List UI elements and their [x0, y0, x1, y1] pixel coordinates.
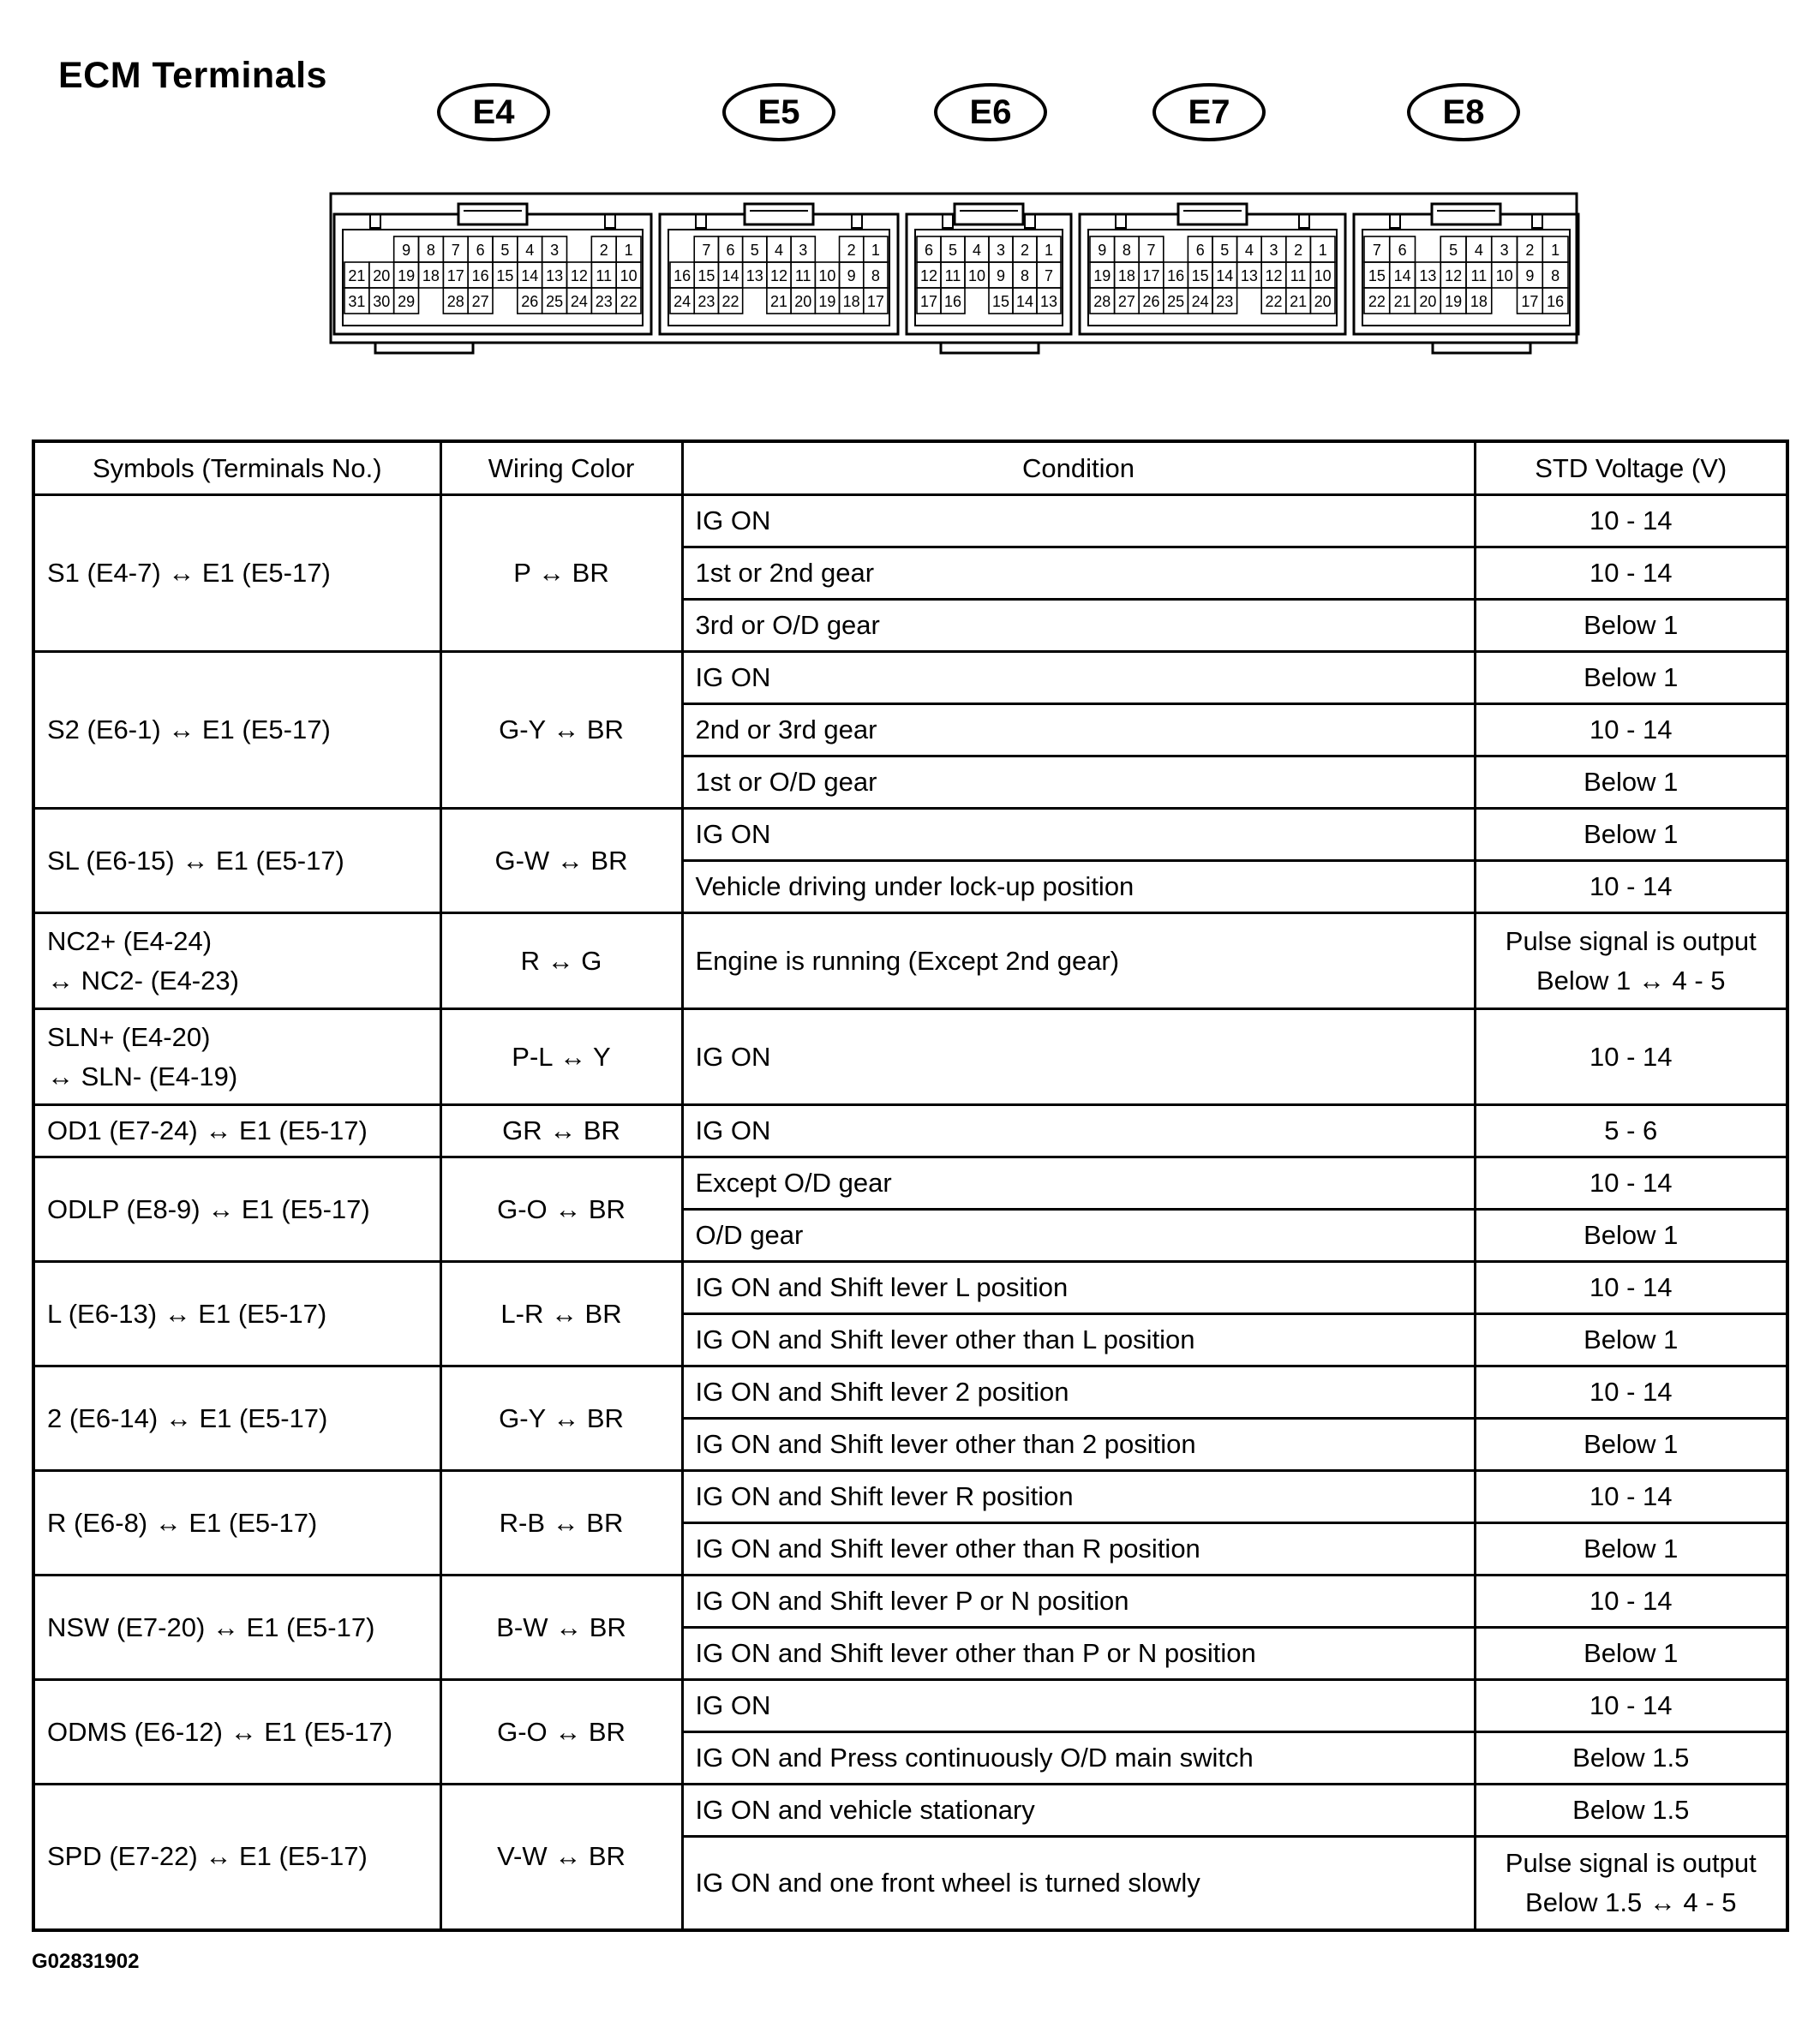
- condition-cell: IG ON and vehicle stationary: [682, 1785, 1475, 1837]
- pin-number: 30: [373, 293, 391, 310]
- pin-number: 17: [446, 267, 464, 284]
- pin-number: 23: [1216, 293, 1234, 310]
- pin-number: 15: [991, 293, 1010, 310]
- std-voltage-cell: [1475, 652, 1787, 704]
- symbol-text: ODLP (E8-9) ↔ E1 (E5-17): [47, 1193, 370, 1224]
- pin-number: 27: [471, 293, 489, 310]
- pin-number: 12: [570, 267, 588, 284]
- pin-number: 20: [1419, 293, 1437, 310]
- connector-label-e7: E7: [1152, 83, 1266, 141]
- std-voltage-cell: [1475, 495, 1787, 547]
- pin-number: 8: [1020, 267, 1030, 284]
- voltage-text: 5 - 6: [1604, 1115, 1658, 1145]
- pin-number: 4: [774, 242, 784, 259]
- pin-number: 8: [871, 267, 880, 284]
- connector-label-e8: E8: [1407, 83, 1520, 141]
- wiring-color-cell: V-W ↔ BR: [440, 1785, 682, 1930]
- symbol-cell: [33, 809, 440, 913]
- symbol-cell: [33, 1105, 440, 1157]
- voltage-text: 10 - 14: [1589, 558, 1673, 588]
- table-header-row: [33, 441, 1787, 495]
- pin-number: 21: [348, 267, 366, 284]
- symbol-cell: [33, 495, 440, 652]
- pin-number: 12: [1445, 267, 1463, 284]
- pin-number: 17: [866, 293, 884, 310]
- pin-number: 24: [1191, 293, 1209, 310]
- std-voltage-cell: [1475, 861, 1787, 913]
- pin-number: 11: [1470, 267, 1488, 284]
- pin-number: 16: [1547, 293, 1565, 310]
- pin-number: 8: [1122, 242, 1131, 259]
- std-voltage-cell: [1475, 1732, 1787, 1785]
- pin-number: 28: [446, 293, 464, 310]
- pin-number: 17: [919, 293, 938, 310]
- pin-number: 7: [1146, 242, 1156, 259]
- wiring-color-cell: G-O ↔ BR: [440, 1157, 682, 1262]
- voltage-text: Below 1: [1584, 1638, 1679, 1668]
- wiring-color-cell: L-R ↔ BR: [440, 1262, 682, 1366]
- pin-number: 16: [674, 267, 691, 284]
- voltage-text: 10 - 14: [1589, 871, 1673, 901]
- wiring-color-cell: G-Y ↔ BR: [440, 1366, 682, 1471]
- pin-number: 5: [1449, 242, 1458, 259]
- pin-number: 9: [1525, 267, 1535, 284]
- pin-number: 26: [1142, 293, 1160, 310]
- table-row: [33, 652, 1787, 704]
- pin-number: 4: [525, 242, 535, 259]
- std-voltage-cell: [1475, 1419, 1787, 1471]
- pin-number: 13: [745, 267, 763, 284]
- figure-code: G02831902: [32, 1950, 140, 1973]
- pin-number: 1: [871, 242, 880, 259]
- condition-cell: 3rd or O/D gear: [682, 600, 1475, 652]
- voltage-text: 10 - 14: [1589, 1377, 1673, 1407]
- condition-cell: IG ON and Shift lever 2 position: [682, 1366, 1475, 1419]
- pin-number: 3: [799, 242, 808, 259]
- pin-number: 15: [1368, 267, 1386, 284]
- table-row: [33, 1366, 1787, 1419]
- wiring-color-cell: P-L ↔ Y: [440, 1009, 682, 1105]
- symbol-text: OD1 (E7-24) ↔ E1 (E5-17): [47, 1115, 368, 1145]
- symbol-text: NSW (E7-20) ↔ E1 (E5-17): [47, 1611, 375, 1642]
- pin-number: 22: [721, 293, 739, 310]
- std-voltage-cell: [1475, 1262, 1787, 1314]
- voltage-text: Below 1: [1584, 1220, 1679, 1250]
- symbol-text: S2 (E6-1) ↔ E1 (E5-17): [47, 715, 331, 744]
- symbol-cell: [33, 652, 440, 809]
- table-row: [33, 1576, 1787, 1628]
- condition-cell: IG ON: [682, 1105, 1475, 1157]
- pin-number: 4: [1244, 242, 1254, 259]
- condition-cell: IG ON and Shift lever other than L position: [682, 1314, 1475, 1366]
- header-condition: Condition: [682, 441, 1475, 495]
- pin-number: 18: [1470, 293, 1488, 310]
- pin-number: 7: [1044, 267, 1054, 284]
- connector-e6: [907, 204, 1071, 334]
- pin-number: 18: [842, 293, 860, 310]
- voltage-text: 10 - 14: [1589, 1041, 1673, 1072]
- pin-number: 13: [1240, 267, 1258, 284]
- voltage-text: 10 - 14: [1589, 1690, 1673, 1720]
- header-std-voltage: STD Voltage (V): [1475, 441, 1787, 495]
- pin-number: 6: [1398, 242, 1407, 259]
- voltage-text: Below 1: [1584, 1324, 1679, 1354]
- std-voltage-cell: [1475, 704, 1787, 756]
- pin-number: 15: [697, 267, 715, 284]
- condition-cell: IG ON and Shift lever other than R position: [682, 1523, 1475, 1576]
- connector-e5: [660, 204, 898, 334]
- pin-number: 6: [726, 242, 735, 259]
- wiring-color-cell: G-Y ↔ BR: [440, 652, 682, 809]
- pin-number: 3: [996, 242, 1006, 259]
- pin-number: 12: [1265, 267, 1283, 284]
- pin-number: 15: [1191, 267, 1209, 284]
- condition-cell: IG ON and one front wheel is turned slowly: [682, 1837, 1475, 1930]
- condition-cell: IG ON and Shift lever R position: [682, 1471, 1475, 1523]
- voltage-text: 10 - 14: [1589, 715, 1673, 744]
- voltage-text: 10 - 14: [1589, 1481, 1673, 1511]
- pin-number: 5: [750, 242, 759, 259]
- connector-label-e6: E6: [934, 83, 1047, 141]
- header-symbols: Symbols (Terminals No.): [33, 441, 440, 495]
- voltage-text: Pulse signal is output: [1505, 1847, 1757, 1878]
- std-voltage-cell: [1475, 1785, 1787, 1837]
- std-voltage-cell: [1475, 1157, 1787, 1210]
- voltage-text: 10 - 14: [1589, 1168, 1673, 1198]
- voltage-text: Below 1: [1584, 1429, 1679, 1459]
- condition-cell: IG ON: [682, 1009, 1475, 1105]
- pin-number: 25: [1167, 293, 1185, 310]
- symbol-text: ↔ SLN- (E4-19): [47, 1061, 238, 1091]
- voltage-text: Below 1.5: [1572, 1743, 1690, 1773]
- std-voltage-cell: [1475, 1210, 1787, 1262]
- std-voltage-cell: [1475, 913, 1787, 1009]
- wiring-color-cell: R ↔ G: [440, 913, 682, 1009]
- pin-number: 28: [1093, 293, 1111, 310]
- pin-number: 7: [1372, 242, 1381, 259]
- pin-number: 31: [348, 293, 366, 310]
- connector-e8: [1354, 204, 1578, 334]
- pin-number: 14: [521, 267, 539, 284]
- symbol-cell: [33, 1785, 440, 1930]
- wiring-color-cell: G-O ↔ BR: [440, 1680, 682, 1785]
- pin-number: 11: [944, 267, 961, 284]
- symbol-text: SL (E6-15) ↔ E1 (E5-17): [47, 845, 344, 876]
- std-voltage-cell: [1475, 1523, 1787, 1576]
- pin-number: 22: [1265, 293, 1283, 310]
- table-row: [33, 1262, 1787, 1314]
- pin-number: 22: [1368, 293, 1386, 310]
- pin-number: 16: [471, 267, 489, 284]
- pin-number: 6: [476, 242, 485, 259]
- pin-number: 14: [1015, 293, 1034, 310]
- condition-cell: Engine is running (Except 2nd gear): [682, 913, 1475, 1009]
- pin-number: 5: [1220, 242, 1230, 259]
- table-row: [33, 913, 1787, 1009]
- pin-number: 29: [398, 293, 416, 310]
- pin-number: 21: [1393, 293, 1411, 310]
- std-voltage-cell: [1475, 547, 1787, 600]
- terminal-table: [32, 439, 1789, 1932]
- voltage-text: 10 - 14: [1589, 1586, 1673, 1616]
- table-row: [33, 1105, 1787, 1157]
- pin-number: 27: [1117, 293, 1135, 310]
- condition-cell: IG ON and Shift lever other than P or N position: [682, 1628, 1475, 1680]
- condition-cell: 2nd or 3rd gear: [682, 704, 1475, 756]
- condition-cell: Except O/D gear: [682, 1157, 1475, 1210]
- table-row: [33, 1680, 1787, 1732]
- pin-number: 7: [451, 242, 460, 259]
- condition-cell: IG ON: [682, 495, 1475, 547]
- pin-number: 4: [972, 242, 982, 259]
- pin-number: 9: [847, 267, 856, 284]
- wiring-color-cell: R-B ↔ BR: [440, 1471, 682, 1576]
- wiring-color-cell: B-W ↔ BR: [440, 1576, 682, 1680]
- table-row: [33, 495, 1787, 547]
- pin-number: 20: [794, 293, 812, 310]
- condition-cell: IG ON and Shift lever P or N position: [682, 1576, 1475, 1628]
- pin-number: 5: [948, 242, 958, 259]
- housing-tab: [941, 343, 1039, 353]
- condition-cell: IG ON: [682, 809, 1475, 861]
- symbol-cell: [33, 1680, 440, 1785]
- pin-number: 8: [426, 242, 435, 259]
- condition-cell: 1st or O/D gear: [682, 756, 1475, 809]
- ecm-connector-diagram: [0, 0, 1820, 377]
- condition-cell: IG ON: [682, 1680, 1475, 1732]
- pin-number: 10: [1495, 267, 1513, 284]
- symbol-cell: [33, 1157, 440, 1262]
- pin-number: 21: [769, 293, 788, 310]
- condition-cell: 1st or 2nd gear: [682, 547, 1475, 600]
- table-row: [33, 809, 1787, 861]
- std-voltage-cell: [1475, 1366, 1787, 1419]
- symbol-text: L (E6-13) ↔ E1 (E5-17): [47, 1298, 327, 1329]
- symbol-cell: [33, 1009, 440, 1105]
- voltage-text: Below 1 ↔ 4 - 5: [1536, 965, 1726, 996]
- pin-number: 23: [595, 293, 613, 310]
- symbol-cell: [33, 1262, 440, 1366]
- pin-number: 9: [996, 267, 1006, 284]
- std-voltage-cell: [1475, 809, 1787, 861]
- pin-number: 9: [1098, 242, 1107, 259]
- voltage-text: Below 1.5 ↔ 4 - 5: [1525, 1887, 1737, 1917]
- pin-number: 10: [620, 267, 638, 284]
- pin-number: 3: [550, 242, 560, 259]
- pin-number: 25: [546, 293, 564, 310]
- pin-number: 24: [570, 293, 588, 310]
- pin-number: 19: [1445, 293, 1463, 310]
- pin-number: 11: [596, 267, 613, 284]
- pin-number: 14: [1216, 267, 1234, 284]
- pin-number: 8: [1551, 267, 1560, 284]
- symbol-text: 2 (E6-14) ↔ E1 (E5-17): [47, 1402, 328, 1433]
- symbol-text: SLN+ (E4-20): [47, 1021, 211, 1052]
- pin-number: 2: [599, 242, 608, 259]
- voltage-text: Pulse signal is output: [1505, 925, 1757, 956]
- pin-number: 1: [1318, 242, 1327, 259]
- voltage-text: 10 - 14: [1589, 505, 1673, 535]
- pin-number: 1: [1044, 242, 1054, 259]
- pin-number: 10: [1314, 267, 1332, 284]
- pin-number: 6: [1195, 242, 1205, 259]
- symbol-text: R (E6-8) ↔ E1 (E5-17): [47, 1507, 318, 1538]
- pin-number: 22: [620, 293, 638, 310]
- symbol-text: ODMS (E6-12) ↔ E1 (E5-17): [47, 1716, 393, 1747]
- condition-cell: O/D gear: [682, 1210, 1475, 1262]
- pin-number: 19: [818, 293, 836, 310]
- pin-number: 3: [1269, 242, 1278, 259]
- pin-number: 2: [1294, 242, 1303, 259]
- connector-label-e4: E4: [437, 83, 550, 141]
- voltage-text: 10 - 14: [1589, 1272, 1673, 1302]
- std-voltage-cell: [1475, 1471, 1787, 1523]
- std-voltage-cell: [1475, 1105, 1787, 1157]
- pin-number: 11: [1290, 267, 1307, 284]
- pin-number: 18: [1117, 267, 1135, 284]
- symbol-text: SPD (E7-22) ↔ E1 (E5-17): [47, 1841, 368, 1872]
- pin-number: 13: [1419, 267, 1437, 284]
- pin-number: 18: [422, 267, 440, 284]
- table-row: [33, 1471, 1787, 1523]
- pin-number: 26: [521, 293, 539, 310]
- pin-number: 9: [402, 242, 411, 259]
- condition-cell: IG ON and Shift lever other than 2 position: [682, 1419, 1475, 1471]
- std-voltage-cell: [1475, 600, 1787, 652]
- connector-label-e5: E5: [722, 83, 835, 141]
- wiring-color-cell: P ↔ BR: [440, 495, 682, 652]
- symbol-cell: [33, 913, 440, 1009]
- pin-number: 23: [697, 293, 715, 310]
- std-voltage-cell: [1475, 1576, 1787, 1628]
- voltage-text: Below 1: [1584, 1534, 1679, 1564]
- voltage-text: Below 1: [1584, 819, 1679, 849]
- pin-number: 21: [1290, 293, 1308, 310]
- connector-e7: [1080, 204, 1345, 334]
- pin-number: 10: [967, 267, 986, 284]
- table-row: [33, 1157, 1787, 1210]
- pin-number: 2: [1020, 242, 1030, 259]
- symbol-text: S1 (E4-7) ↔ E1 (E5-17): [47, 558, 331, 588]
- pin-number: 4: [1474, 242, 1483, 259]
- symbol-cell: [33, 1471, 440, 1576]
- table-row: [33, 1785, 1787, 1837]
- condition-cell: Vehicle driving under lock-up position: [682, 861, 1475, 913]
- std-voltage-cell: [1475, 756, 1787, 809]
- pin-number: 11: [794, 267, 811, 284]
- pin-number: 3: [1500, 242, 1509, 259]
- pin-number: 15: [496, 267, 514, 284]
- pin-number: 16: [943, 293, 962, 310]
- pin-number: 12: [919, 267, 938, 284]
- pin-number: 20: [373, 267, 391, 284]
- housing-tab: [375, 343, 473, 353]
- condition-cell: IG ON and Shift lever L position: [682, 1262, 1475, 1314]
- wiring-color-cell: G-W ↔ BR: [440, 809, 682, 913]
- voltage-text: Below 1: [1584, 662, 1679, 692]
- pin-number: 12: [769, 267, 788, 284]
- symbol-cell: [33, 1576, 440, 1680]
- pin-number: 2: [847, 242, 856, 259]
- voltage-text: Below 1.5: [1572, 1795, 1690, 1825]
- condition-cell: IG ON and Press continuously O/D main switch: [682, 1732, 1475, 1785]
- pin-number: 1: [624, 242, 633, 259]
- pin-number: 6: [924, 242, 934, 259]
- pin-number: 17: [1142, 267, 1160, 284]
- std-voltage-cell: [1475, 1680, 1787, 1732]
- connector-e4: [334, 204, 651, 334]
- std-voltage-cell: [1475, 1628, 1787, 1680]
- table-row: [33, 1009, 1787, 1105]
- housing-tab: [1433, 343, 1530, 353]
- header-wiring-color: Wiring Color: [440, 441, 682, 495]
- pin-number: 17: [1521, 293, 1539, 310]
- std-voltage-cell: [1475, 1009, 1787, 1105]
- symbol-text: NC2+ (E4-24): [47, 925, 213, 956]
- pin-number: 19: [398, 267, 416, 284]
- pin-number: 16: [1167, 267, 1185, 284]
- pin-number: 24: [674, 293, 691, 310]
- condition-cell: IG ON: [682, 652, 1475, 704]
- pin-number: 7: [702, 242, 711, 259]
- voltage-text: Below 1: [1584, 767, 1679, 797]
- pin-number: 13: [546, 267, 564, 284]
- std-voltage-cell: [1475, 1314, 1787, 1366]
- pin-number: 10: [818, 267, 836, 284]
- page-title: ECM Terminals: [58, 55, 327, 96]
- pin-number: 14: [721, 267, 739, 284]
- pin-number: 13: [1039, 293, 1058, 310]
- pin-number: 1: [1551, 242, 1560, 259]
- pin-number: 14: [1393, 267, 1411, 284]
- pin-number: 5: [500, 242, 510, 259]
- pin-number: 2: [1525, 242, 1535, 259]
- pin-number: 19: [1093, 267, 1111, 284]
- pin-number: 20: [1314, 293, 1332, 310]
- std-voltage-cell: [1475, 1837, 1787, 1930]
- voltage-text: Below 1: [1584, 610, 1679, 640]
- wiring-color-cell: GR ↔ BR: [440, 1105, 682, 1157]
- symbol-text: ↔ NC2- (E4-23): [47, 965, 239, 996]
- symbol-cell: [33, 1366, 440, 1471]
